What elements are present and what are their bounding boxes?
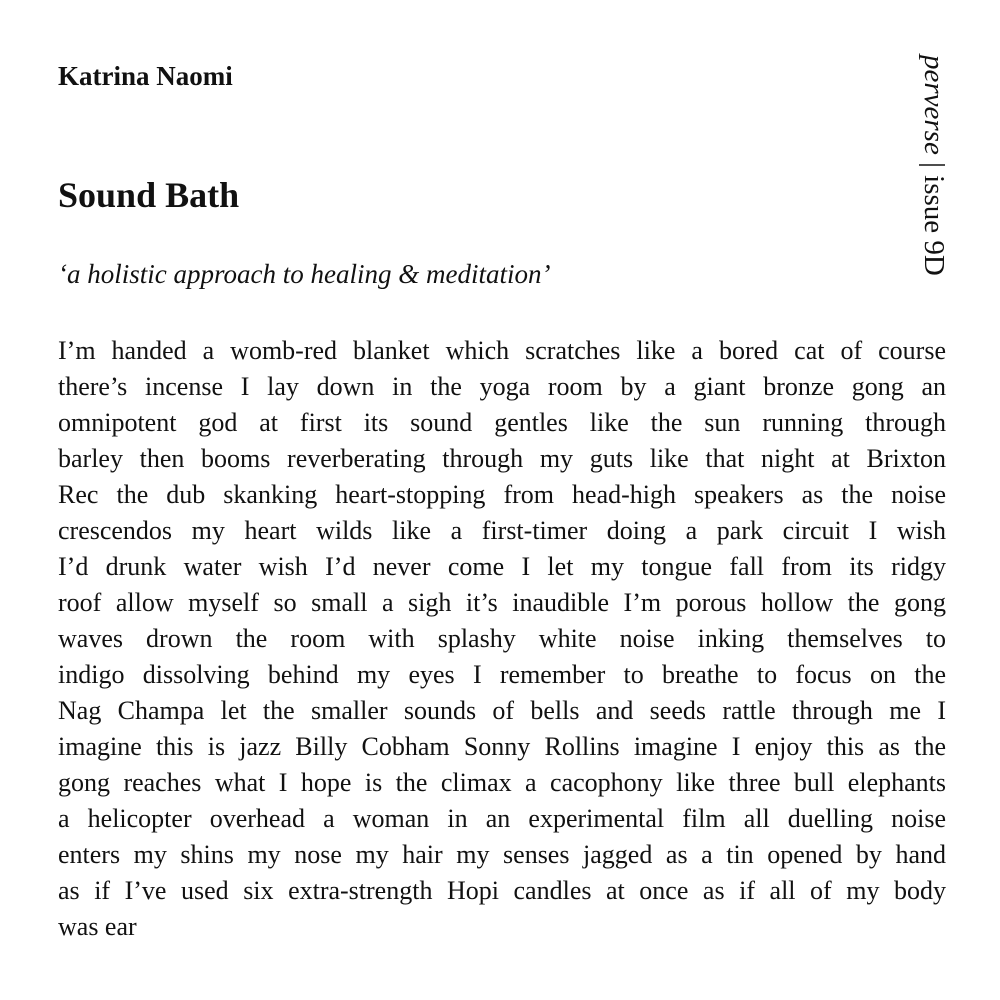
- poem-title: Sound Bath: [58, 175, 240, 215]
- author-name: Katrina Naomi: [58, 61, 233, 91]
- poem-line: crescendos my heart wilds like a first-timer doing a park circuit I wish: [58, 516, 946, 545]
- journal-issue-label: [912, 55, 956, 276]
- poem-line: I’m handed a womb-red blanket which scratches like a bored cat of course: [58, 336, 946, 365]
- epigraph: ‘a holistic approach to healing & meditation’: [58, 259, 551, 289]
- poem-line: enters my shins my nose my hair my senses jagged as a tin opened by hand: [58, 840, 946, 869]
- poem-line: I’d drunk water wish I’d never come I let my tongue fall from its ridgy: [58, 552, 946, 581]
- poem-line: a helicopter overhead a woman in an experimental film all duelling noise: [58, 804, 946, 833]
- poem-line: waves drown the room with splashy white noise inking themselves to: [58, 624, 946, 653]
- poem-line: gong reaches what I hope is the climax a cacophony like three bull elephants: [58, 768, 946, 797]
- poem-line: omnipotent god at first its sound gentles like the sun running through: [58, 408, 946, 437]
- poem-line: roof allow myself so small a sigh it’s inaudible I’m porous hollow the gong: [58, 588, 946, 617]
- journal-name: perverse: [918, 55, 950, 155]
- poem-line: barley then booms reverberating through my guts like that night at Brixton: [58, 444, 946, 473]
- poem-line: as if I’ve used six extra-strength Hopi candles at once as if all of my body: [58, 876, 946, 905]
- issue-number: issue 9D: [918, 175, 950, 276]
- label-separator: |: [918, 154, 950, 176]
- poem-line: indigo dissolving behind my eyes I remember to breathe to focus on the: [58, 660, 946, 689]
- poem-line: imagine this is jazz Billy Cobham Sonny Rollins imagine I enjoy this as the: [58, 732, 946, 761]
- poem-line: was ear: [58, 912, 137, 941]
- poem-line: Nag Champa let the smaller sounds of bells and seeds rattle through me I: [58, 696, 946, 725]
- poem-body: [58, 333, 946, 945]
- poem-line: there’s incense I lay down in the yoga room by a giant bronze gong an: [58, 372, 946, 401]
- poem-line: Rec the dub skanking heart-stopping from head-high speakers as the noise: [58, 480, 946, 509]
